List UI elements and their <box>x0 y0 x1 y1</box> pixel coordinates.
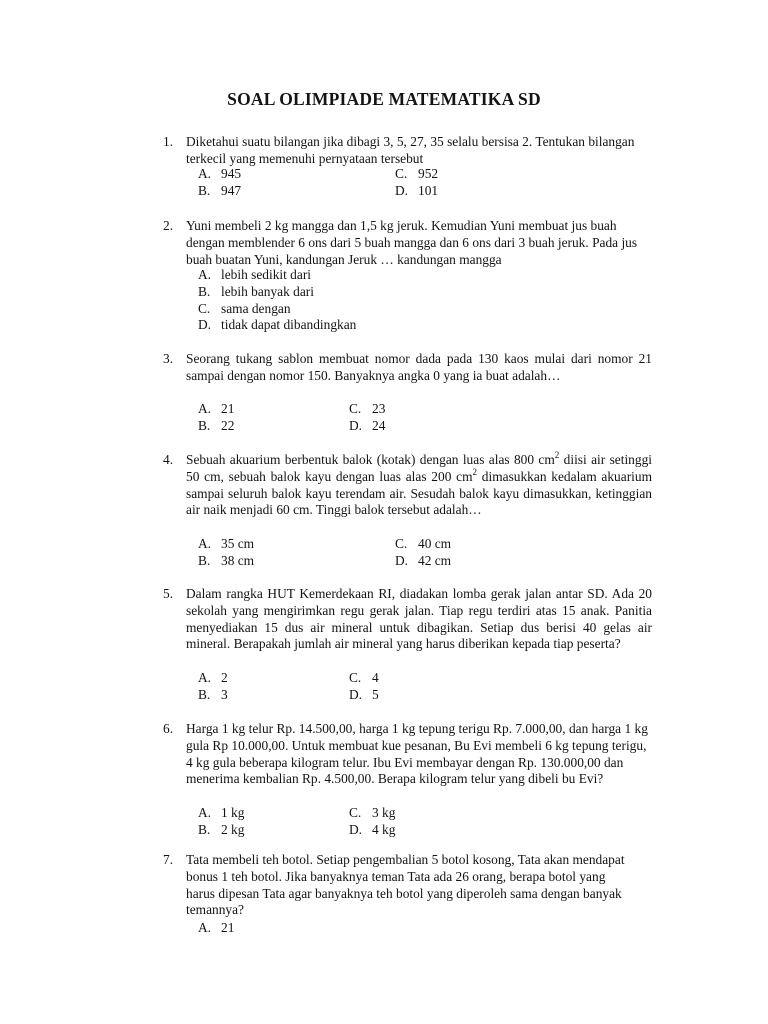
option-label: C. <box>198 301 211 316</box>
option-text: 40 cm <box>418 536 452 551</box>
option-text: 23 <box>372 401 386 416</box>
question-number: 2. <box>163 218 174 233</box>
option-label: B. <box>198 418 211 433</box>
option-b <box>198 183 241 200</box>
page-title: SOAL OLIMPIADE MATEMATIKA SD <box>227 89 541 109</box>
option-b <box>198 822 244 839</box>
superscript: 2 <box>472 466 478 477</box>
option-a <box>198 670 228 687</box>
question-text: Seorang tukang sablon membuat nomor dada pada 130 kaos mulai dari nomor 21 sampai dengan nomor 150. Banyaknya angka 0 yang ia buat adalah… <box>186 351 652 383</box>
option-text: 101 <box>418 183 439 198</box>
question-text: Harga 1 kg telur Rp. 14.500,00, harga 1 kg tepung terigu Rp. 7.000,00, dan harga 1 kg gula Rp 10.000,00. Untuk membuat kue pesanan, Bu Evi membeli 6 kg tepung terigu, 4 kg gula beberapa kilogram telur. Ibu Evi membayar dengan Rp. 130.000,00 dan menerima kembalian Rp. 4.500,00. Berapa kilogram telur yang dibeli bu Evi? <box>186 721 648 787</box>
option-a <box>198 920 234 937</box>
option-label: D. <box>395 553 409 568</box>
option-text: 3 kg <box>372 805 396 820</box>
option-text: 952 <box>418 166 439 181</box>
question-number: 4. <box>163 452 174 467</box>
option-label: A. <box>198 166 212 181</box>
option-text: sama dengan <box>221 301 291 316</box>
option-d <box>395 183 438 200</box>
option-text: 22 <box>221 418 235 433</box>
question-text: Dalam rangka HUT Kemerdekaan RI, diadakan lomba gerak jalan antar SD. Ada 20 sekolah yang mengirimkan regu gerak jalan. Tiap regu terdiri atas 15 anak. Panitia menyediakan 15 dus air mineral untuk dibagikan. Setiap dus berisi 40 gelas air mineral. Berapakah jumlah air mineral yang harus diberikan kepada tiap peserta? <box>186 586 652 652</box>
option-label: A. <box>198 401 212 416</box>
option-text: 42 cm <box>418 553 452 568</box>
option-label: B. <box>198 553 211 568</box>
option-a <box>198 536 254 553</box>
option-text: 3 <box>221 687 228 702</box>
option-label: D. <box>349 822 363 837</box>
option-d <box>349 687 379 704</box>
option-label: D. <box>198 317 212 332</box>
option-label: A. <box>198 920 212 935</box>
question-number: 3. <box>163 351 174 366</box>
option-text: 947 <box>221 183 242 198</box>
question-number: 1. <box>163 134 174 149</box>
option-label: D. <box>395 183 409 198</box>
option-b <box>198 284 314 301</box>
option-a <box>198 401 234 418</box>
question-number: 6. <box>163 721 174 736</box>
option-label: A. <box>198 267 212 282</box>
option-b <box>198 553 254 570</box>
question-number: 5. <box>163 586 174 601</box>
option-a <box>198 166 241 183</box>
option-text: 2 kg <box>221 822 245 837</box>
option-text: 21 <box>221 401 235 416</box>
option-c <box>198 301 291 318</box>
option-b <box>198 687 228 704</box>
option-text: 4 <box>372 670 379 685</box>
superscript: 2 <box>554 450 560 460</box>
option-text: tidak dapat dibandingkan <box>221 317 357 332</box>
option-label: B. <box>198 183 211 198</box>
question-text: Diketahui suatu bilangan jika dibagi 3, 5, 27, 35 selalu bersisa 2. Tentukan bilangan terkecil yang memenuhi pernyataan tersebut <box>186 134 635 166</box>
option-label: B. <box>198 687 211 702</box>
question-number: 7. <box>163 852 174 867</box>
option-label: C. <box>395 536 408 551</box>
option-text: 38 cm <box>221 553 255 568</box>
option-label: A. <box>198 805 212 820</box>
option-label: B. <box>198 284 211 299</box>
option-text: 35 cm <box>221 536 255 551</box>
option-label: B. <box>198 822 211 837</box>
option-d <box>349 822 395 839</box>
option-a <box>198 267 311 284</box>
option-text: lebih sedikit dari <box>221 267 311 282</box>
option-text: 1 kg <box>221 805 245 820</box>
option-label: D. <box>349 687 363 702</box>
option-c <box>395 166 438 183</box>
option-text: 4 kg <box>372 822 396 837</box>
question-text: Tata membeli teh botol. Setiap pengembalian 5 botol kosong, Tata akan mendapat bonus 1 teh botol. Jika banyaknya teman Tata ada 26 orang, berapa botol yang harus dipesan Tata agar banyaknya teh botol yang diperoleh sama dengan banyak temannya? <box>186 852 625 918</box>
option-label: A. <box>198 536 212 551</box>
option-label: C. <box>395 166 408 181</box>
option-a <box>198 805 244 822</box>
option-d <box>395 553 451 570</box>
option-b <box>198 418 234 435</box>
question-text: Sebuah akuarium berbentuk balok (kotak) dengan luas alas 800 $cm^2$ diisi air setinggi 50 cm, sebuah balok kayu dengan luas alas 200 $cm^2$ dimasukkan kedalam akuarium sampai seluruh balok kayu terendam air. Sesudah balok kayu dimasukkan, ketinggian air naik menjadi 60 cm. Tinggi balok tersebut adalah… <box>186 450 652 518</box>
option-text: 2 <box>221 670 228 685</box>
option-text: 21 <box>221 920 235 935</box>
option-d <box>198 317 356 334</box>
option-c <box>349 670 379 687</box>
question-text: Yuni membeli 2 kg mangga dan 1,5 kg jeruk. Kemudian Yuni membuat jus buah dengan memblender 6 ons dari 5 buah mangga dan 6 ons dari 3 buah jeruk. Pada jus buah buatan Yuni, kandungan Jeruk … kandungan mangga <box>186 218 638 267</box>
option-text: lebih banyak dari <box>221 284 314 299</box>
option-text: 5 <box>372 687 379 702</box>
option-label: A. <box>198 670 212 685</box>
option-c <box>395 536 451 553</box>
option-label: D. <box>349 418 363 433</box>
option-label: C. <box>349 670 362 685</box>
option-text: 945 <box>221 166 242 181</box>
option-text: 24 <box>372 418 386 433</box>
option-d <box>349 418 385 435</box>
option-c <box>349 401 385 418</box>
option-c <box>349 805 395 822</box>
option-label: C. <box>349 401 362 416</box>
option-label: C. <box>349 805 362 820</box>
